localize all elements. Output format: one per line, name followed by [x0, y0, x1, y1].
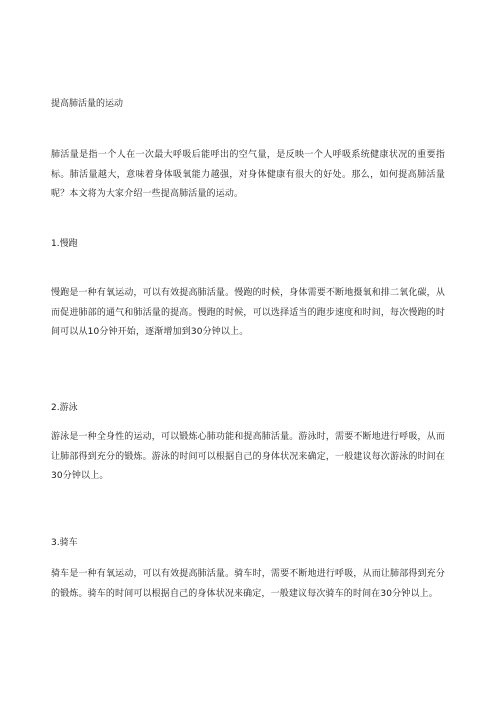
section-body-cycling: 骑车是一种有氧运动，可以有效提高肺活量。骑车时，需要不断地进行呼吸，从而让肺部得到充分的锻炼。骑车的时间可以根据自己的身体状况来确定，一般建议每次骑车的时间在30分钟以上。 [51, 569, 445, 599]
section-body-swimming: 游泳是一种全身性的运动，可以锻炼心肺功能和提高肺活量。游泳时，需要不断地进行呼吸，从而让肺部得到充分的锻炼。游泳的时间可以根据自己的身体状况来确定，一般建议每次游泳的时间在30分钟以上。 [51, 432, 445, 481]
section-heading-cycling: 3.骑车 [51, 538, 78, 548]
document-title: 提高肺活量的运动 [51, 99, 124, 109]
section-body-jogging: 慢跑是一种有氧运动，可以有效提高肺活量。慢跑的时候，身体需要不断地摄氧和排二氧化碳，从而促进肺部的通气和肺活量的提高。慢跑的时候，可以选择适当的跑步速度和时间，每次慢跑的时间可以从10分钟开始，逐渐增加到30分钟以上。 [51, 288, 445, 337]
section-heading-swimming: 2.游泳 [51, 403, 78, 413]
section-heading-jogging: 1.慢跑 [51, 239, 78, 249]
intro-paragraph: 肺活量是指一个人在一次最大呼吸后能呼出的空气量，是反映一个人呼吸系统健康状况的重要指标。肺活量越大，意味着身体吸氧能力越强，对身体健康有很大的好处。那么，如何提高肺活量呢？本文将为大家介绍一些提高肺活量的运动。 [51, 150, 445, 199]
